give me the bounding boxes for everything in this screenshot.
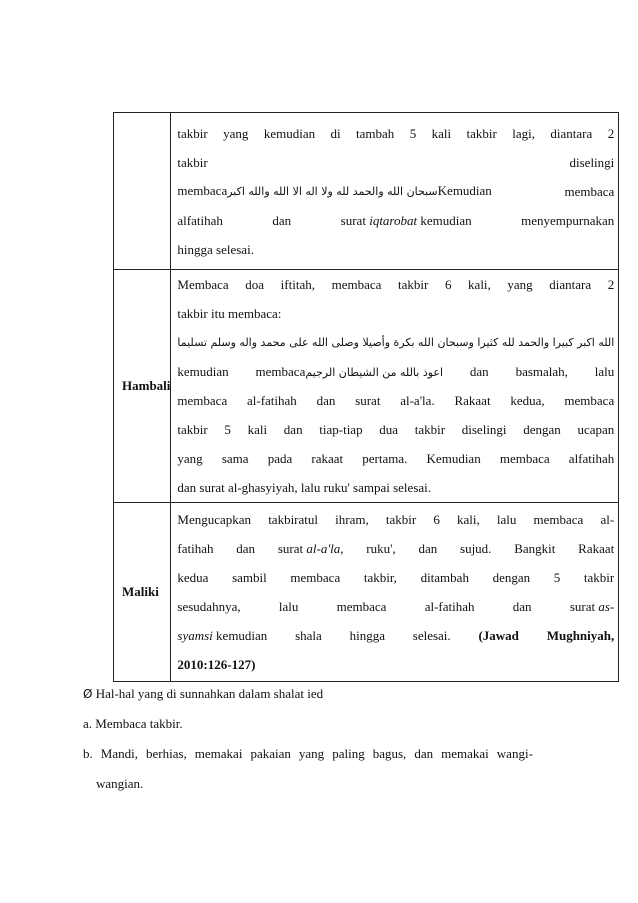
word: lalu [496,512,517,527]
word: lagi, [512,125,535,141]
word: takbir [385,512,417,527]
text-line [177,621,614,650]
word: membaca [177,183,228,198]
word: memakai [194,746,243,761]
word: pada [267,451,293,466]
word: Bangkit [514,541,556,556]
word: membaca [564,393,615,408]
word: kemudian [263,125,316,141]
word: dan [418,541,438,556]
citation-author: (Jawad [478,628,519,643]
word: al- [600,512,615,527]
word: pertama. [362,451,408,466]
madhab-name-cell: Maliki [114,503,171,682]
word: sambil [232,570,267,585]
text-line [177,206,614,235]
word: membaca [331,277,382,292]
word: membaca [499,451,550,466]
word: yang [507,277,533,292]
citation-year: 2010:126-127) [177,657,256,672]
word: sesudahnya, [177,599,241,614]
word: dan [414,746,434,761]
word: kemudian [177,364,229,379]
word-with-arabic [256,357,443,386]
text-line [177,592,614,621]
word: dengan [492,570,531,585]
word: membaca [336,599,387,614]
word: takbir, [363,570,397,585]
word: ditambah [420,570,469,585]
description-cell [171,503,619,682]
word: surat [569,599,596,614]
word: kemudian [216,628,268,643]
word: membaca [564,183,615,199]
word: kedua, [510,393,545,408]
word: 5 [224,422,231,437]
word: takbir [583,570,615,585]
word: kali, [468,277,491,292]
word: dan [316,393,336,408]
arabic-dhikr: سبحان الله والحمد لله ولا اله الا الله والله اكبر [227,185,438,198]
word: rakaat [311,451,344,466]
word: hingga [349,628,385,643]
word-group [177,621,267,650]
text-line [177,415,614,444]
word: membaca [533,512,584,527]
heading-text: Hal-hal yang di sunnahkan dalam shalat ied [95,686,324,701]
word: kali, [456,512,480,527]
description-cell [171,113,619,270]
word: basmalah, [515,364,568,379]
word: lalu [594,364,615,379]
word: takbir [398,277,429,292]
word: dengan [523,422,561,437]
word: kemudian [420,212,472,228]
text-line: hingga selesai. [177,241,254,257]
word: dua [379,422,399,437]
word: takbiratul [268,512,319,527]
madhab-table [113,112,619,682]
word: Rakaat [578,541,615,556]
word: alfatihah [177,212,223,228]
word: memakai [441,746,489,761]
word-group [341,206,472,235]
word: tiap-tiap [319,422,363,437]
word: membaca [290,570,341,585]
word: di [330,125,341,141]
word: 6 [433,512,440,527]
description-cell [171,270,619,503]
word: , [340,541,344,556]
word: iftitah, [280,277,315,292]
text-line [177,563,614,592]
word: Mengucapkan [177,512,252,527]
word: ihram, [335,512,369,527]
word: diselingi [569,154,615,170]
word: sujud. [460,541,492,556]
text-line [177,119,614,148]
word: dan [272,212,292,228]
word-with-arabic [177,177,491,206]
text-line [177,270,614,299]
word: surat [355,393,381,408]
sunnah-heading [83,683,533,705]
word: tambah [356,125,395,141]
word: kali [247,422,268,437]
word: ucapan [577,422,615,437]
list-item-b-continuation: wangian. [96,776,144,791]
text-line [177,534,614,563]
word: b. [83,746,93,761]
word: dan [469,364,489,379]
word: takbir [177,422,208,437]
table-row [114,503,619,682]
italic-term: iqtarobat [369,212,418,228]
word: 5 [409,125,417,141]
madhab-name-cell [114,113,171,270]
word: al-a'la. [400,393,435,408]
madhab-name-cell: Hambali [114,270,171,503]
word: fatihah [177,541,214,556]
word: Rakaat [454,393,491,408]
word: membaca [177,393,228,408]
citation-author: Mughniyah, [546,628,615,643]
word: bagus, [372,746,407,761]
word: yang [177,451,203,466]
text-line [177,148,614,177]
word: 2 [607,125,615,141]
word: Mandi, [100,746,138,761]
text-line [177,444,614,473]
word: diantara [550,125,593,141]
word: menyempurnakan [521,212,615,228]
word: yang [298,746,325,761]
italic-term: syamsi [177,628,213,643]
word: 6 [444,277,452,292]
word-group [570,592,614,621]
word: dan [512,599,532,614]
arabic-taawudz: اعوذ بالله من الشيطان الرجيم [305,365,444,379]
word: 5 [553,570,561,585]
word: kedua [177,570,209,585]
text-line [177,177,614,206]
word: berhias, [145,746,187,761]
word: wangi- [496,746,533,761]
word: diselingi [461,422,507,437]
word: takbir [414,422,446,437]
word: pakaian [250,746,291,761]
text-line [177,505,614,534]
word: surat [277,541,304,556]
word: alfatihah [568,451,615,466]
word: sama [221,451,249,466]
word: ruku', [366,541,396,556]
word: paling [332,746,365,761]
text-line [177,357,614,386]
word-group [278,534,344,563]
word: al-fatihah [247,393,297,408]
word: selesai. [412,628,451,643]
word: membaca [255,363,306,379]
word: surat [340,212,366,228]
italic-term: as- [598,599,615,614]
word: Kemudian [437,183,492,198]
word: dan [283,422,303,437]
word: takbir [177,154,208,170]
bullet-arrow-icon: Ø [83,687,93,701]
table-row [114,270,619,503]
table-row [114,113,619,270]
text-line [177,386,614,415]
word: Kemudian [426,451,481,466]
word: al-fatihah [424,599,475,614]
word: doa [245,277,265,292]
arabic-takbir-line: الله اكبر كبيرا والحمد لله كثيرا وسبحان الله بكرة وأصيلا وصلى الله على محمد واله وسلم تسليما [177,336,615,349]
list-item-a: a. Membaca takbir. [83,716,183,731]
word: dan [236,541,256,556]
word: kali [431,125,452,141]
word: 2 [607,277,615,292]
word: takbir [466,125,497,141]
list-item-b [83,743,533,765]
text-line: takbir itu membaca: [177,306,282,321]
text-line: dan surat al-ghasyiyah, lalu ruku' sampai selesai. [177,480,432,495]
word: shala [295,628,322,643]
word: yang [223,125,249,141]
word: lalu [278,599,299,614]
word: takbir [177,125,208,141]
italic-term: al-a'la [306,541,341,556]
word: diantara [549,277,592,292]
word: Membaca [177,277,229,292]
